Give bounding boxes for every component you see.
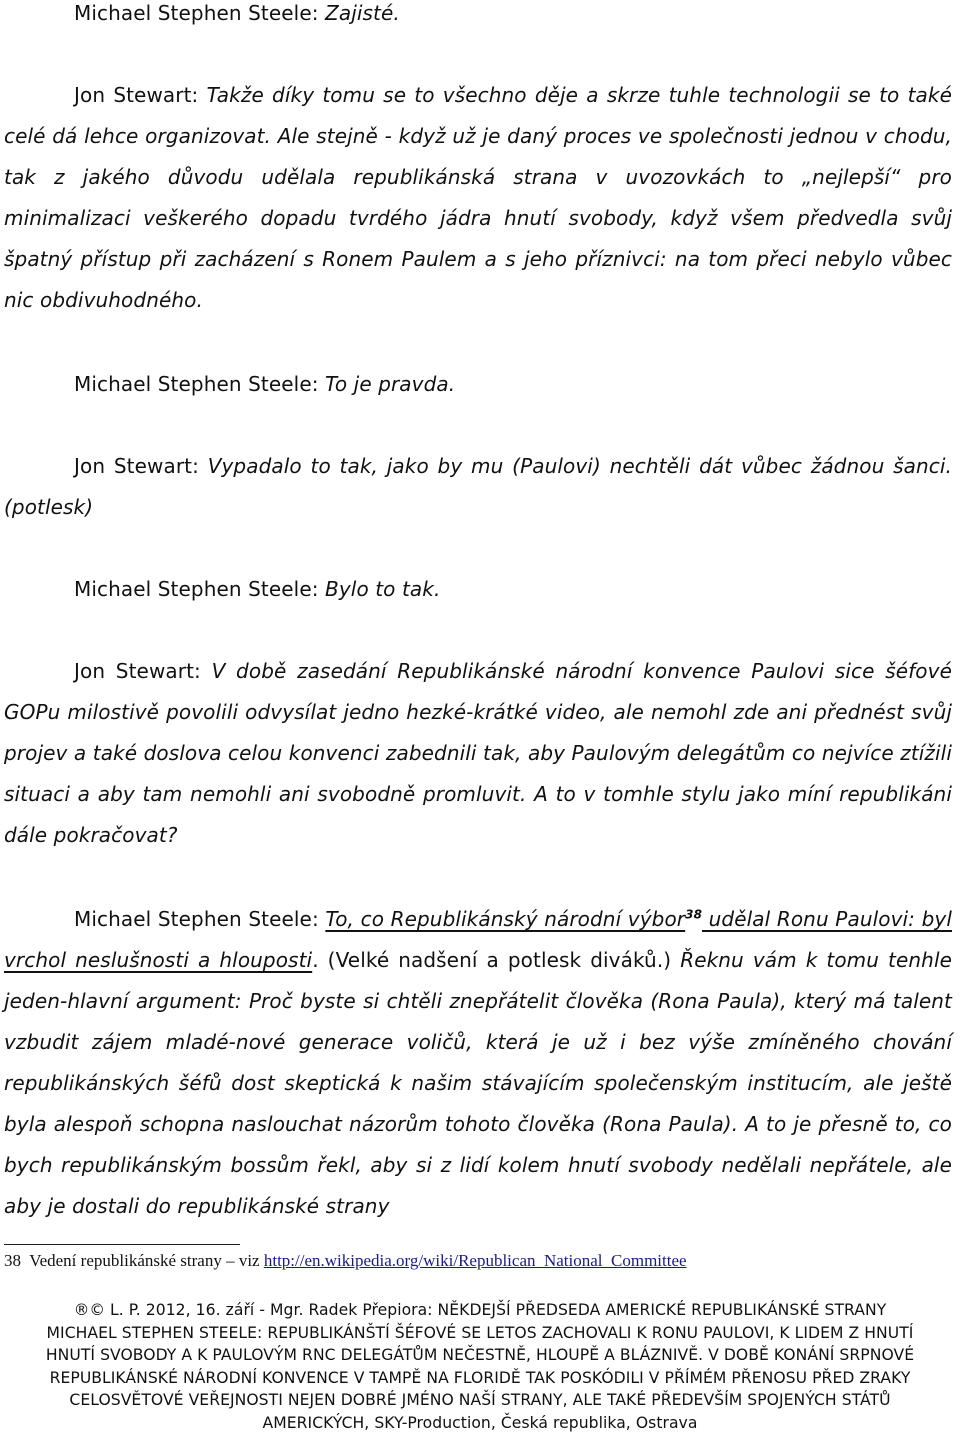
speech-text: Takže díky tomu se to všechno děje a skrze tuhle technologii se to také celé dá lehce organizovat. Ale stejně - když už je daný proces ve společnosti jednou v chodu, tak z jakého důvodu udělala republikánská strana v uvozovkách to „nejlepší“ pro minimalizaci veškerého dopadu tvrdého jádra hnutí svobody, když všem předvedla svůj špatný přístup při zacházení s Ronem Paulem a s jeho příznivci: na tom přeci nebylo vůbec nic obdivuhodného.	[4, 83, 952, 312]
dialogue-entry	[4, 651, 952, 856]
dialogue-entry	[4, 364, 952, 405]
speaker-label: Jon Stewart:	[74, 83, 199, 107]
dialogue-entry	[4, 899, 952, 1227]
footer-line: MICHAEL STEPHEN STEELE: REPUBLIKÁNŠTÍ ŠÉFOVÉ SE LETOS ZACHOVALI K RONU PAULOVI, K LIDEM Z HNUTÍ	[46, 1323, 914, 1342]
underlined-statement: To, co Republikánský národní výbor	[325, 907, 686, 931]
footnote-link[interactable]: http://en.wikipedia.org/wiki/Republican_National_Committee	[263, 1251, 687, 1270]
dialogue-entry	[4, 0, 952, 34]
footer-line: REPUBLIKÁNSKÉ NÁRODNÍ KONVENCE V TAMPĚ NA FLORIDĚ TAK POSKÓDILI V PŘÍMÉM PŘENOSU PŘED ZRAKY	[49, 1368, 911, 1387]
speaker-label: Jon Stewart:	[74, 454, 199, 478]
speaker-label: Michael Stephen Steele:	[74, 372, 319, 396]
speech-text: Řeknu vám k tomu tenhle jeden-hlavní argument: Proč byste si chtěli znepřátelit člověka (Rona Paula), který má talent vzbudit zájem mladé-nové generace voličů, která je už i bez výše zmíněného chování republikánských šéfů dost skeptická k našim stávajícím společenským institucím, ale ještě byla alespoň schopna naslouchat názorům tohoto člověka (Rona Paula). A to je přesně to, co bych republikánským bossům řekl, aby si z lidí kolem hnutí svobody nedělali nepřátele, ale aby je dostali do republikánské strany	[4, 948, 953, 1218]
speaker-label: Michael Stephen Steele:	[74, 1, 319, 25]
speaker-label: Michael Stephen Steele:	[74, 577, 319, 601]
dialogue-entry	[4, 569, 952, 610]
speech-text: V době zasedání Republikánské národní konvence Paulovi sice šéfové GOPu milostivě povolili odvysílat jedno hezké-krátké video, ale nemohl zde ani přednést svůj projev a také doslova celou konvenci zabednili tak, aby Paulovým delegátům co nejvíce ztížili situaci a aby tam nemohli ani svobodně promluvit. A to v tomhle stylu jako míní republikáni dále pokračovat?	[4, 659, 952, 847]
dialogue-entry	[4, 446, 952, 528]
footer-line: CELOSVĚTOVÉ VEŘEJNOSTI NEJEN DOBRÉ JMÉNO NAŠÍ STRANY, ALE TAKÉ PŘEDEVŠÍM SPOJENÝCH STÁTŮ	[69, 1391, 891, 1409]
footnote-number: 38	[4, 1251, 21, 1270]
speaker-label: Jon Stewart:	[74, 659, 201, 683]
speech-text: To je pravda.	[325, 372, 456, 396]
speaker-label: Michael Stephen Steele:	[74, 907, 319, 931]
footnote	[4, 1250, 954, 1272]
speech-text: Bylo to tak.	[325, 577, 441, 601]
footer-line: AMERICKÝCH, SKY-Production, Česká republika, Ostrava	[262, 1413, 698, 1432]
page-footer	[0, 1299, 960, 1434]
footnote-reference[interactable]: 38	[685, 907, 703, 922]
footnote-divider	[4, 1244, 240, 1245]
underlined-statement-continued: udělal Ronu Paulovi: byl vrchol neslušnosti a hlouposti	[4, 907, 952, 972]
audience-reaction: (Velké nadšení a potlesk diváků.)	[318, 948, 672, 972]
dialogue-entry	[4, 75, 952, 321]
speech-text: Vypadalo to tak, jako by mu (Paulovi) nechtěli dát vůbec žádnou šanci. (potlesk)	[4, 454, 952, 519]
speech-text: Zajisté.	[325, 1, 400, 25]
footer-line: HNUTÍ SVOBODY A K PAULOVÝM RNC DELEGÁTŮM NEČESTNĚ, HLOUPĚ A BLÁZNIVĚ. V DOBĚ KONÁNÍ SRPNOVÉ	[45, 1346, 915, 1364]
sentence-punctuation: .	[312, 948, 319, 972]
footer-line: ®© L. P. 2012, 16. září - Mgr. Radek Přepiora: NĚKDEJŠÍ PŘEDSEDA AMERICKÉ REPUBLIKÁNSKÉ STRANY	[73, 1301, 887, 1319]
footnote-text: Vedení republikánské strany – viz	[29, 1251, 260, 1270]
